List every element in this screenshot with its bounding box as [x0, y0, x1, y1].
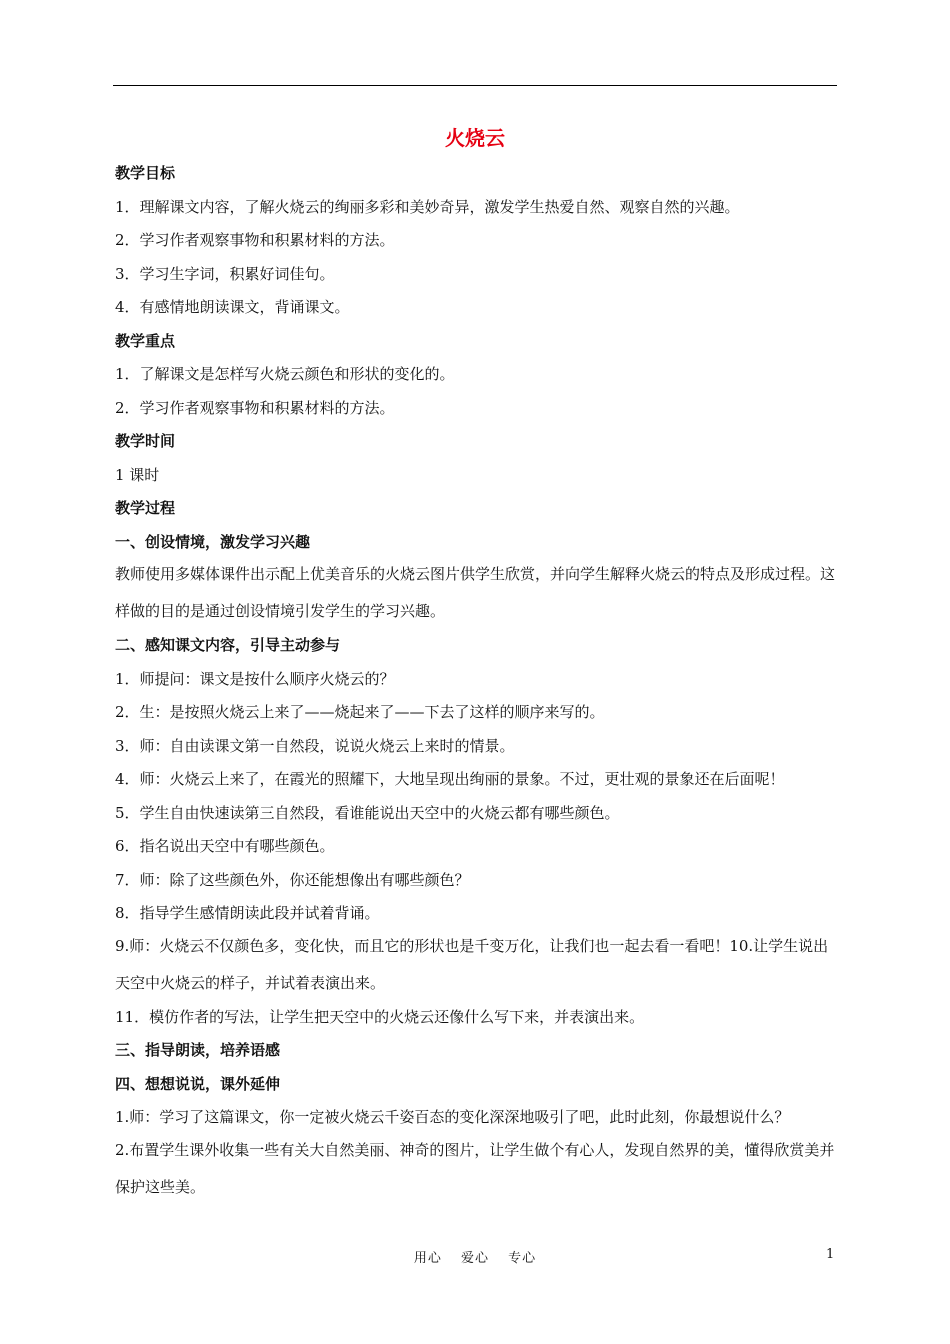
document-body: [115, 160, 837, 1208]
text-line: 1．了解课文是怎样写火烧云颜色和形状的变化的。: [115, 365, 455, 383]
text-paragraph: 2.布置学生课外收集一些有关大自然美丽、神奇的图片，让学生做个有心人，发现自然界的美，懂得欣赏美并保护这些美。: [115, 1140, 835, 1196]
document-title: 火烧云: [445, 126, 505, 150]
section-heading: 教学重点: [115, 331, 176, 350]
footer-motto: 用心 爱心 专心: [413, 1251, 537, 1266]
section-heading: 教学时间: [115, 432, 176, 450]
text-line: 2．生：是按照火烧云上来了——烧起来了——下去了这样的顺序来写的。: [115, 703, 605, 721]
text-paragraph: 9.师：火烧云不仅颜色多，变化快，而且它的形状也是千变万化，让我们也一起去看一看吧！10.让学生说出天空中火烧云的样子，并试着表演出来。: [115, 936, 829, 992]
text-line: 3．师：自由读课文第一自然段，说说火烧云上来时的情景。: [115, 736, 515, 755]
text-line: 5．学生自由快速读第三自然段，看谁能说出天空中的火烧云都有哪些颜色。: [115, 803, 620, 822]
section-heading: 教学目标: [115, 164, 176, 182]
text-line: 1．理解课文内容，了解火烧云的绚丽多彩和美妙奇异，激发学生热爱自然、观察自然的兴趣。: [115, 197, 740, 216]
text-line: 2．学习作者观察事物和积累材料的方法。: [115, 398, 395, 417]
text-line: 3．学习生字词，积累好词佳句。: [115, 264, 335, 283]
text-line: 4．有感情地朗读课文，背诵课文。: [115, 298, 350, 316]
section-heading: 一、创设情境，激发学习兴趣: [115, 532, 311, 551]
text-line: 11．模仿作者的写法，让学生把天空中的火烧云还像什么写下来，并表演出来。: [115, 1007, 645, 1026]
section-heading: 教学过程: [115, 499, 176, 517]
text-line: 2．学习作者观察事物和积累材料的方法。: [115, 231, 395, 249]
text-line: 1 课时: [115, 465, 160, 484]
header-rule: [113, 85, 837, 86]
text-line: 7．师：除了这些颜色外，你还能想像出有哪些颜色？: [115, 870, 470, 889]
text-line: 6．指名说出天空中有哪些颜色。: [115, 837, 335, 855]
section-heading: 三、指导朗读，培养语感: [115, 1041, 281, 1059]
section-heading: 二、感知课文内容，引导主动参与: [115, 636, 341, 654]
text-line: 4．师：火烧云上来了，在霞光的照耀下，大地呈现出绚丽的景象。不过，更壮观的景象还在后面呢！: [115, 770, 785, 788]
text-line: 8．指导学生感情朗读此段并试着背诵。: [115, 904, 380, 922]
text-paragraph: 教师使用多媒体课件出示配上优美音乐的火烧云图片供学生欣赏，并向学生解释火烧云的特点及形成过程。这样做的目的是通过创设情境引发学生的学习兴趣。: [115, 565, 836, 620]
section-heading: 四、想想说说，课外延伸: [115, 1074, 281, 1093]
page-number: 1: [826, 1247, 835, 1262]
text-line: 1.师：学习了这篇课文，你一定被火烧云千姿百态的变化深深地吸引了吧，此时此刻，你最想说什么？: [115, 1108, 790, 1126]
text-line: 1．师提问：课文是按什么顺序火烧云的？: [115, 669, 395, 688]
